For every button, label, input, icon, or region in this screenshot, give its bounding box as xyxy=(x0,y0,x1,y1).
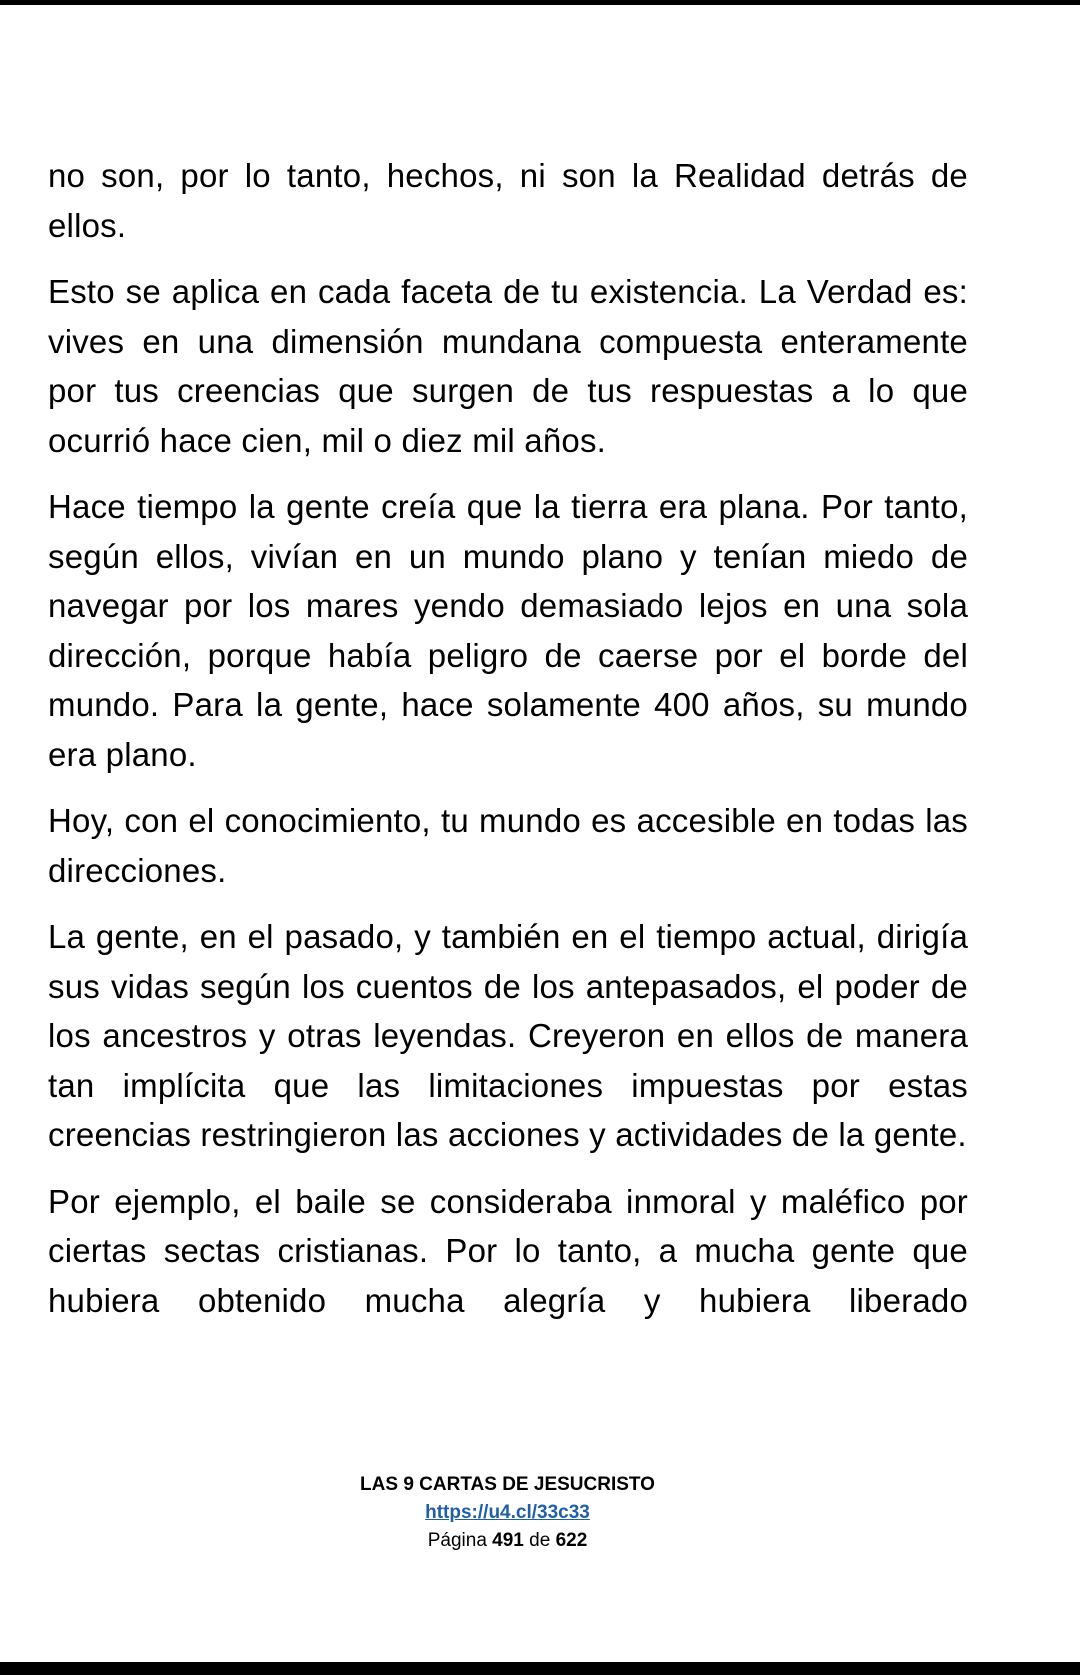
paragraph-4: Hoy, con el conocimiento, tu mundo es accesible en todas las direcciones. xyxy=(48,802,968,889)
page-body xyxy=(48,151,968,1342)
page-number-line xyxy=(0,1527,1015,1555)
bottom-border xyxy=(0,1662,1080,1675)
paragraph-5: La gente, en el pasado, y también en el tiempo actual, dirigía sus vidas según los cuentos de los antepasados, el poder de los ancestros y otras leyendas. Creyeron en ellos de manera tan implícita que las limitaciones impuestas por estas creencias restringieron las acciones y actividades de la gente. xyxy=(48,918,968,1153)
paragraph-6: Por ejemplo, el baile se consideraba inmoral y maléfico por ciertas sectas cristianas. Por lo tanto, a mucha gente que hubiera obtenido mucha alegría y hubiera liberado xyxy=(48,1182,968,1319)
book-title: LAS 9 CARTAS DE JESUCRISTO xyxy=(360,1474,655,1495)
page-of: de xyxy=(529,1530,551,1551)
page-footer xyxy=(0,1471,1015,1555)
paragraph-3: Hace tiempo la gente creía que la tierra era plana. Por tanto, según ellos, vivían en un mundo plano y tenían miedo de navegar por los mares yendo demasiado lejos en una sola dirección, porque había peligro de caerse por el borde del mundo. Para la gente, hace solamente 400 años, su mundo era plano. xyxy=(48,488,968,773)
paragraph-1: no son, por lo tanto, hechos, ni son la Realidad detrás de ellos. xyxy=(48,157,968,244)
page-total: 622 xyxy=(555,1530,588,1551)
page-prefix: Página xyxy=(427,1530,487,1551)
book-link[interactable]: https://u4.cl/33c33 xyxy=(425,1502,590,1523)
top-border xyxy=(0,0,1080,5)
page-number: 491 xyxy=(492,1530,524,1551)
paragraph-2: Esto se aplica en cada faceta de tu existencia. La Verdad es: vives en una dimensión mundana compuesta enteramente por tus creencias que surgen de tus respuestas a lo que ocurrió hace cien, mil o diez mil años. xyxy=(48,273,968,459)
